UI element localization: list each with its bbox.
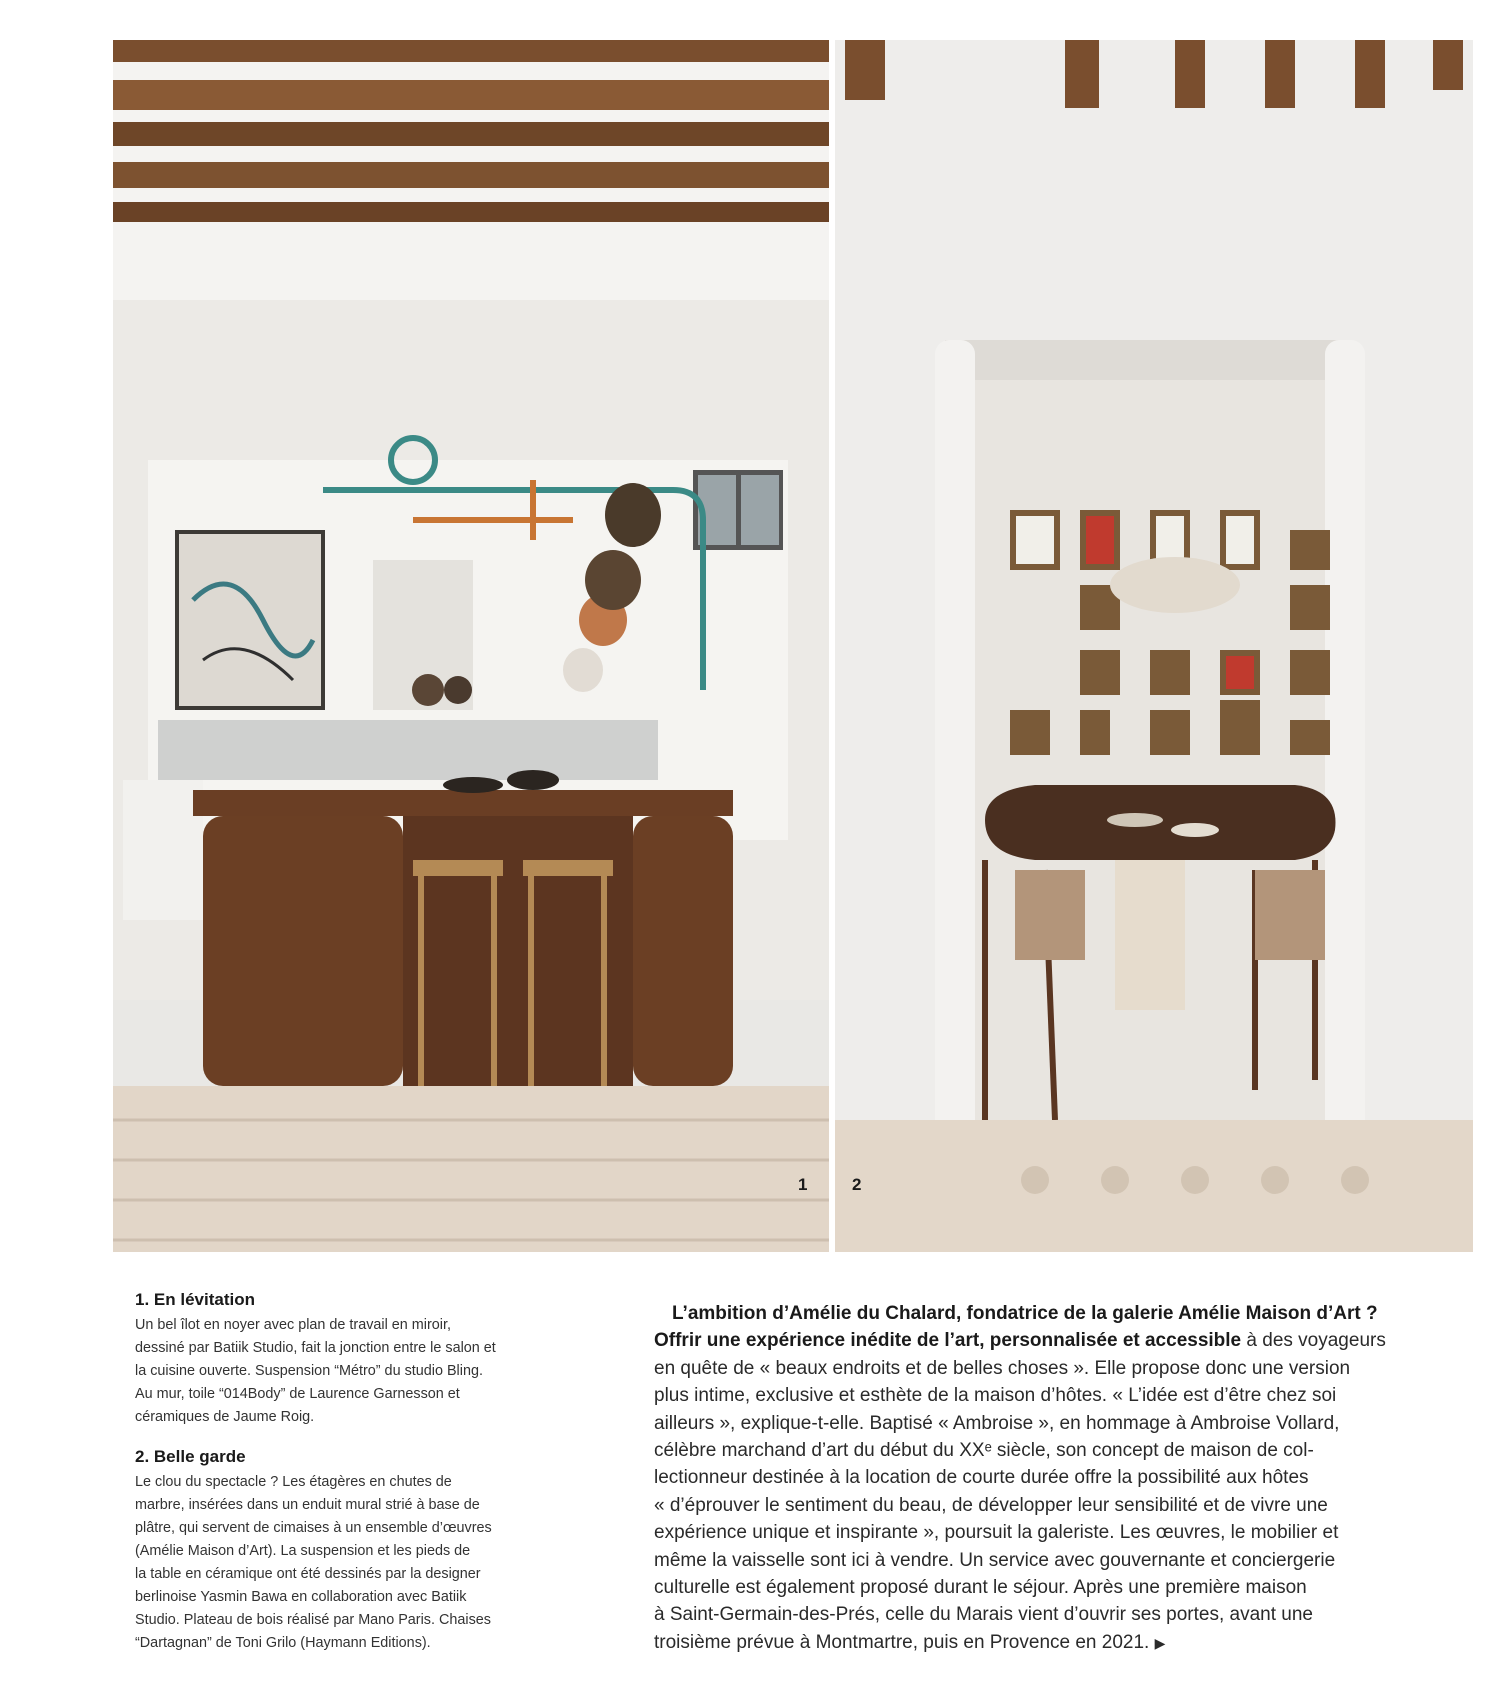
caption-line: Le clou du spectacle ? Les étagères en chutes de (135, 1474, 452, 1490)
caption-line: la cuisine ouverte. Suspension “Métro” du studio Bling. (135, 1363, 483, 1379)
caption-line: Un bel îlot en noyer avec plan de travail en miroir, (135, 1317, 451, 1333)
article-line: même la vaisselle sont ici à vendre. Un service avec gouvernante et conciergerie (654, 1549, 1336, 1571)
dining-room-photo (835, 40, 1473, 1252)
captions-column (135, 1290, 565, 1673)
caption-body (135, 1471, 565, 1655)
caption-line: “Dartagnan” de Toni Grilo (Haymann Editions). (135, 1635, 431, 1651)
caption-1 (135, 1290, 565, 1429)
photo-number-2: 2 (852, 1175, 862, 1194)
article-lead-bold: L’ambition d’Amélie du Chalard, fondatrice de la galerie Amélie Maison d’Art ? (672, 1303, 1378, 1324)
article-line: culturelle est également proposé durant le séjour. Après une première maison (654, 1577, 1307, 1599)
caption-line: Studio. Plateau de bois réalisé par Mano Paris. Chaises (135, 1612, 491, 1628)
article-line: à Saint-Germain-des-Prés, celle du Marais vient d’ouvrir ses portes, avant une (654, 1604, 1313, 1626)
caption-line: plâtre, qui servent de cimaises à un ensemble d’œuvres (135, 1520, 492, 1536)
caption-line: céramiques de Jaume Roig. (135, 1409, 315, 1425)
caption-line: Au mur, toile “014Body” de Laurence Garnesson et (135, 1386, 460, 1402)
photo-number-1: 1 (798, 1175, 808, 1194)
article-line: « d’éprouver le sentiment du beau, de développer leur sensibilité et de vivre une (654, 1494, 1328, 1516)
caption-line: (Amélie Maison d’Art). La suspension et les pieds de (135, 1543, 471, 1559)
end-of-article-icon: ▶ (1154, 1634, 1166, 1651)
caption-line: berlinoise Yasmin Bawa en collaboration avec Batiik (135, 1589, 467, 1605)
article-line (654, 1629, 1374, 1657)
caption-line: dessiné par Batiik Studio, fait la jonction entre le salon et (135, 1340, 496, 1356)
caption-line: marbre, insérées dans un enduit mural strié à base de (135, 1497, 480, 1513)
caption-title: 2. Belle garde (135, 1447, 246, 1466)
article-last-line: troisième prévue à Montmartre, puis en Provence en 2021. (654, 1631, 1150, 1653)
article-lead-rest: à des voyageurs (1241, 1330, 1386, 1352)
photo-spread (113, 40, 1473, 1252)
caption-title: 1. En lévitation (135, 1290, 255, 1309)
article-line: expérience unique et inspirante », poursuit la galeriste. Les œuvres, le mobilier et (654, 1522, 1339, 1544)
caption-body (135, 1314, 565, 1429)
caption-line: la table en céramique ont été dessinés par la designer (135, 1566, 481, 1582)
article-line: plus intime, exclusive et esthète de la maison d’hôtes. « L’idée est d’être chez soi (654, 1385, 1337, 1407)
article-line: ailleurs », explique-t-elle. Baptisé « Ambroise », en hommage à Ambroise Vollard, (654, 1412, 1340, 1434)
kitchen-photo (113, 40, 829, 1252)
article-line: célèbre marchand d’art du début du XXᵉ siècle, son concept de maison de col- (654, 1440, 1314, 1462)
article-body (654, 1300, 1386, 1657)
article-lead-bold: Offrir une expérience inédite de l’art, personnalisée et accessible (654, 1330, 1242, 1352)
caption-2 (135, 1447, 565, 1655)
article-line: lectionneur destinée à la location de courte durée offre la possibilité aux hôtes (654, 1467, 1309, 1489)
article-line (654, 1300, 1378, 1327)
article-line (654, 1327, 1386, 1354)
article-line: en quête de « beaux endroits et de belles choses ». Elle propose donc une version (654, 1357, 1351, 1379)
